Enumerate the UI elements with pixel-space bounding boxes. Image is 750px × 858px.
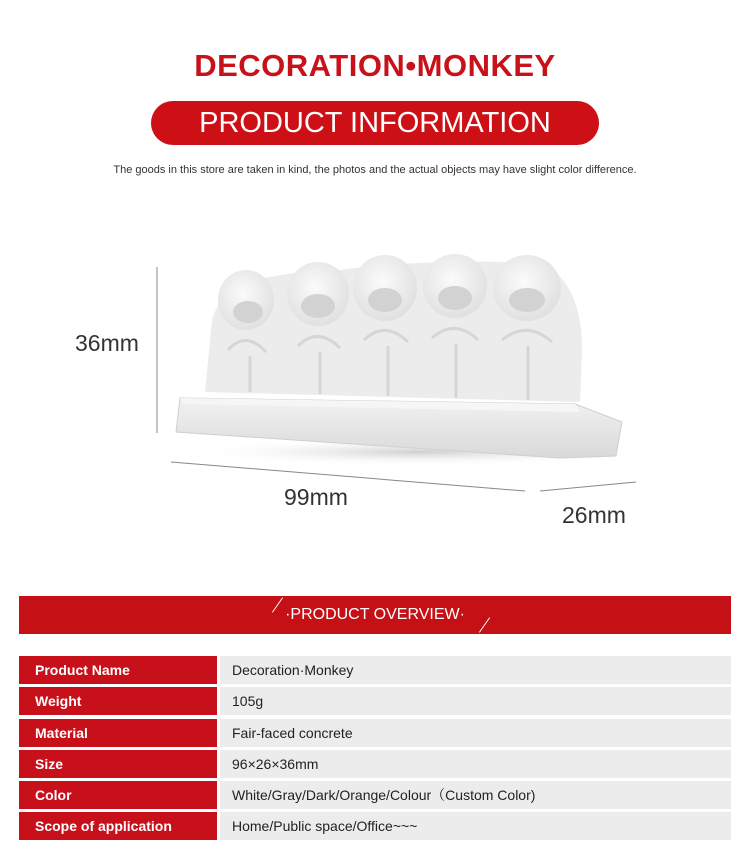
- product-figure: [0, 240, 750, 540]
- page-title: DECORATION•MONKEY: [194, 48, 556, 83]
- spec-row: [19, 719, 731, 750]
- depth-dimension-label: 26mm: [562, 502, 626, 528]
- spec-row: [19, 781, 731, 812]
- product-overview-band: [19, 596, 731, 634]
- height-dimension-label: 36mm: [75, 330, 139, 356]
- product-information-banner: PRODUCT INFORMATION: [151, 101, 599, 145]
- spec-value: Fair-faced concrete: [220, 719, 731, 747]
- spec-value: 96×26×36mm: [220, 750, 731, 778]
- spec-key: Weight: [19, 687, 217, 715]
- spec-key: Color: [19, 781, 217, 809]
- spec-value: 105g: [220, 687, 731, 715]
- length-dimension-label: 99mm: [284, 484, 348, 510]
- spec-key: Size: [19, 750, 217, 778]
- length-measure-line: [171, 462, 525, 491]
- spec-row: [19, 687, 731, 718]
- product-overview-title: ·PRODUCT OVERVIEW·: [285, 606, 465, 623]
- spec-key: Scope of application: [19, 812, 217, 840]
- spec-row: [19, 750, 731, 781]
- disclaimer-note: The goods in this store are taken in kind, the photos and the actual objects may have slight color difference.: [113, 164, 637, 176]
- spec-row: [19, 656, 731, 687]
- spec-table: [19, 656, 731, 844]
- spec-value: White/Gray/Dark/Orange/Colour（Custom Color): [220, 781, 731, 809]
- spec-row: [19, 812, 731, 843]
- depth-measure-line: [540, 482, 636, 491]
- spec-key: Product Name: [19, 656, 217, 684]
- spec-value: Home/Public space/Office~~~: [220, 812, 731, 840]
- spec-key: Material: [19, 719, 217, 747]
- spec-value: Decoration·Monkey: [220, 656, 731, 684]
